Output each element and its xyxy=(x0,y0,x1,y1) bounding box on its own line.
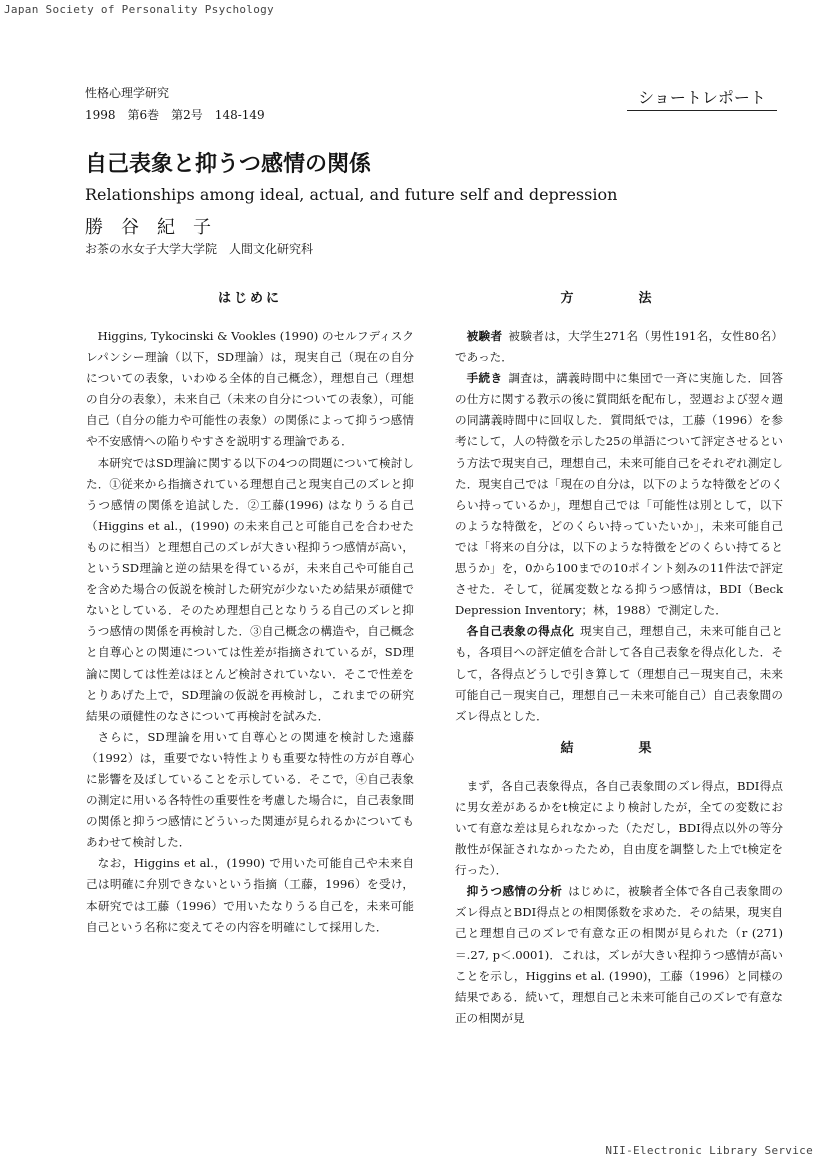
method-paragraph xyxy=(455,368,783,621)
intro-paragraph: Higgins, Tykocinski & Vookles (1990) のセルフディスクレパンシー理論（以下，SD理論）は，現実自己（現在の自分についての表象，いわゆる全体的自己概念），理想自己（理想の自分の表象），未来自己（未来の自分についての表象），可能自己（自分の能力や可能性の表象）の関係によって抑うつ感情や不安感情への陥りやすさを説明する理論である． xyxy=(86,329,414,449)
intro-paragraph: なお，Higgins et al.，(1990) で用いた可能自己や未来自己は明確に弁別できないという指摘（工藤，1996）を受け，本研究では工藤（1996）で用いたなりうる自己を，未来可能自己という名称に変えてその内容を明確にして採用した． xyxy=(86,856,414,934)
watermark-bottom: NII-Electronic Library Service xyxy=(605,1144,813,1157)
right-column xyxy=(455,288,783,1029)
section-heading-method: 方 法 xyxy=(560,291,678,306)
article-title-ja: 自己表象と抑うつ感情の関係 xyxy=(85,152,372,177)
journal-volume-info: 1998 第6巻 第2号 148-149 xyxy=(85,108,265,122)
subheading-depression-analysis: 抑うつ感情の分析 xyxy=(466,884,563,899)
journal-name: 性格心理学研究 xyxy=(85,86,170,100)
article-title-en: Relationships among ideal, actual, and future self and depression xyxy=(85,185,618,204)
section-heading-introduction: はじめに xyxy=(217,291,282,306)
method-text: 調査は，講義時間中に集団で一斉に実施した．回答の仕方に関する教示の後に質問紙を配布し，翌週および翌々週の同講義時間中に回収した．質問紙では，工藤（1996）を参考にして，人の特徴を示した25の単語について評定させるという方法で現実自己，理想自己，未来可能自己をそれぞれ測定した．現実自己では「現在の自分は，以下のような特徴をどのくらい持っているか」，理想自己では「可能性は別として，以下のような特徴を，どのくらい持っていたいか」，未来可能自己では「将来の自分は，以下のような特徴をどのくらい持てると思うか」を，0から100までの10ポイント刻みの11件法で評定させた．そして，従属変数となる抑うつ感情は，BDI（Beck Depression Inventory；林，1988）で測定した． xyxy=(455,371,783,618)
subheading-scoring: 各自己表象の得点化 xyxy=(466,624,575,639)
subheading-procedure: 手続き xyxy=(466,371,503,386)
results-paragraph xyxy=(455,881,783,1029)
method-text: 現実自己，理想自己，未来可能自己とも，各項目への評定値を合計して各自己表象を得点化した．そして，各得点どうしで引き算して（理想自己－現実自己，未来可能自己－現実自己，理想自己－未来可能自己）自己表象間のズレ得点とした． xyxy=(455,624,783,723)
results-paragraph: まず，各自己表象得点，各自己表象間のズレ得点，BDI得点に男女差があるかをt検定により検討したが，全ての変数において有意な差は見られなかった（ただし，BDI得点以外の等分散性が保証されなかったため，自由度を調整した上でt検定を行った）． xyxy=(455,778,783,878)
method-text: 被験者は，大学生271名（男性191名，女性80名）であった． xyxy=(455,329,783,365)
subheading-participants: 被験者 xyxy=(466,329,503,343)
watermark-top: Japan Society of Personality Psychology xyxy=(4,3,274,16)
intro-paragraph: さらに，SD理論を用いて自尊心との関連を検討した遠藤（1992）は，重要でない特性よりも重要な特性の方が自尊心に影響を及ぼしていることを示している．そこで，④自己表象の測定に用いる各特性の重要性を考慮した場合に，自己表象間の関係と抑うつ感情にどういった関連が見られるかについてもあわせて検討した． xyxy=(86,729,414,850)
method-paragraph xyxy=(455,326,783,368)
intro-paragraph: 本研究ではSD理論に関する以下の4つの問題について検討した．①従来から指摘されている理想自己と現実自己のズレと抑うつ感情の関係を追試した．②工藤(1996) はなりうる自己（Higgins et al.，(1990) の未来自己と可能自己を合わせたものに相当）と理想自己のズレが大きい程抑うつ感情が高い，というSD理論と逆の結果を得ているが，未来自己や可能自己を含めた場合の仮説を検討した研究が少ないため結果が頑健でないとしている．そのため理想自己となりうる自己のズレと抑うつ感情の関係を再検討した．③自己概念の構造や，自己概念と自尊心との関連については性差が指摘されているが，SD理論に関しては性差はほとんど検討されていない．そこで性差をとりあげた上で，SD理論の仮説を再検討し，これまでの研究結果の頑健性のなさについて再検討を試みた． xyxy=(86,455,414,723)
method-paragraph xyxy=(455,621,783,726)
report-type-label: ショートレポート xyxy=(627,85,777,111)
left-column xyxy=(86,288,414,938)
results-text: はじめに，被験者全体で各自己表象間のズレ得点とBDI得点との相関係数を求めた．その結果，現実自己と理想自己のズレで有意な正の相関が見られた（r (271)＝.27, p＜.0001)．これは，ズレが大きい程抑うつ感情が高いことを示し，Higgins et al. (1990)，工藤（1996）と同様の結果である．続いて，理想自己と未来可能自己のズレで有意な正の相関が見 xyxy=(455,884,783,1025)
author-name: 勝谷紀子 xyxy=(85,217,229,238)
section-heading-results: 結 果 xyxy=(560,740,678,756)
author-affiliation: お茶の水女子大学大学院 人間文化研究科 xyxy=(85,242,314,256)
